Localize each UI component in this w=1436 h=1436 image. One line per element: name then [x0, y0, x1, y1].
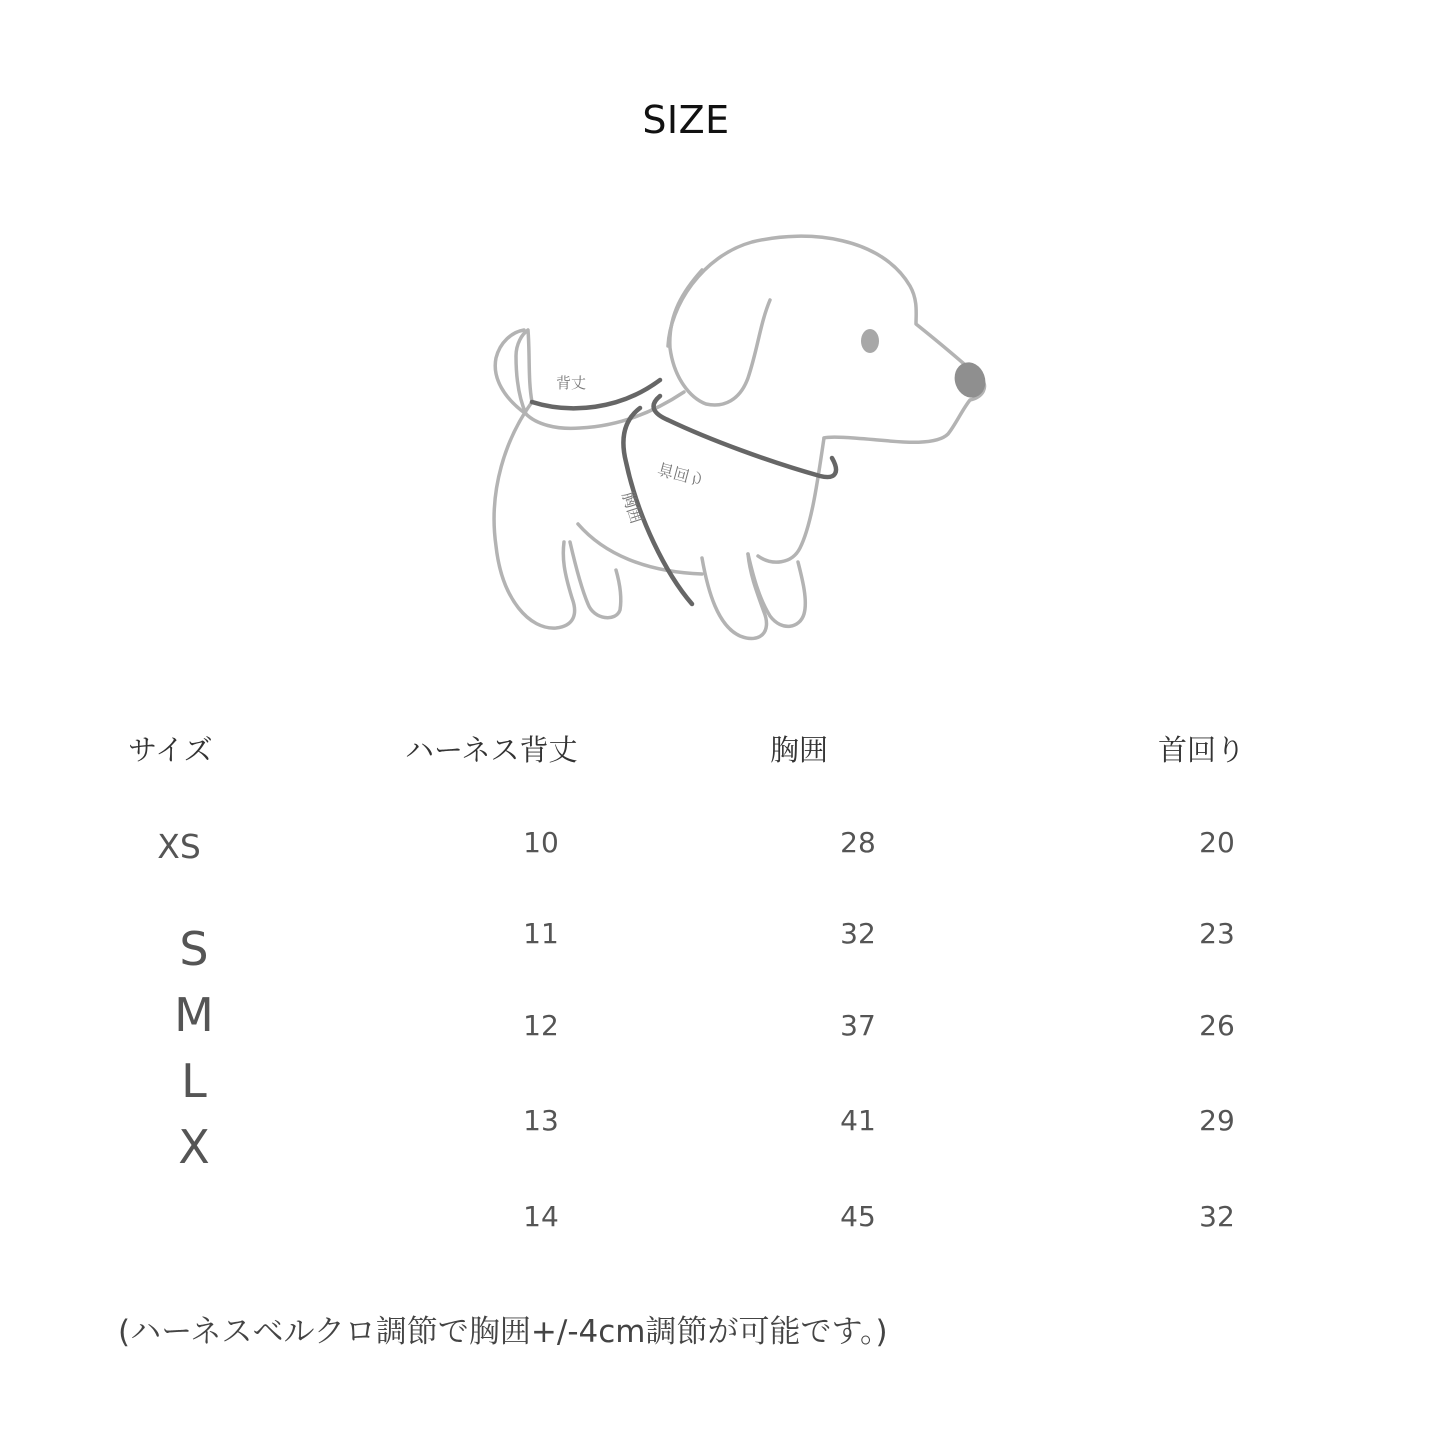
- table-cell-chest: 45: [840, 1200, 876, 1233]
- size-label-m: M: [174, 988, 214, 1042]
- chest-girth-label: 胸囲: [618, 489, 647, 526]
- table-cell-neck: 32: [1199, 1200, 1235, 1233]
- page-title: SIZE: [642, 98, 730, 142]
- dog-belly-outline: [578, 524, 702, 574]
- back-length-line: [532, 380, 660, 408]
- dog-eye: [861, 329, 879, 353]
- size-label-xs: XS: [157, 827, 201, 866]
- table-cell-neck: 29: [1199, 1104, 1235, 1137]
- table-cell-chest: 28: [840, 826, 876, 859]
- dog-front-leg-outline: [702, 554, 767, 639]
- header-chest: 胸囲: [770, 733, 829, 767]
- size-label-x: X: [178, 1120, 210, 1174]
- dog-ear-outline: [670, 270, 770, 405]
- size-label-s: S: [179, 922, 209, 976]
- size-label-l: L: [181, 1054, 207, 1108]
- dog-measurement-diagram: [470, 228, 1010, 648]
- table-cell-neck: 26: [1199, 1009, 1235, 1042]
- neck-girth-label: 首回り: [655, 458, 708, 490]
- table-cell-neck: 23: [1199, 917, 1235, 950]
- header-neck: 首回り: [1158, 733, 1246, 767]
- dog-nose: [950, 358, 991, 402]
- header-harness-length: ハーネス背丈: [405, 733, 578, 767]
- table-cell-chest: 41: [840, 1104, 876, 1137]
- table-cell-harness: 14: [523, 1200, 559, 1233]
- table-cell-harness: 13: [523, 1104, 559, 1137]
- table-cell-neck: 20: [1199, 826, 1235, 859]
- header-size: サイズ: [128, 733, 213, 767]
- back-length-label: 背丈: [556, 374, 587, 392]
- table-cell-chest: 37: [840, 1009, 876, 1042]
- table-cell-chest: 32: [840, 917, 876, 950]
- dog-front-leg-inner-outline: [748, 554, 805, 626]
- dog-hind-leg-outline: [494, 402, 575, 628]
- table-cell-harness: 12: [523, 1009, 559, 1042]
- dog-head-outline: [668, 236, 985, 442]
- dog-chest-outline: [758, 438, 824, 562]
- adjustment-note: (ハーネスベルクロ調節で胸囲+/-4cm調節が可能です。): [118, 1314, 888, 1350]
- table-cell-harness: 10: [523, 826, 559, 859]
- table-cell-harness: 11: [523, 917, 559, 950]
